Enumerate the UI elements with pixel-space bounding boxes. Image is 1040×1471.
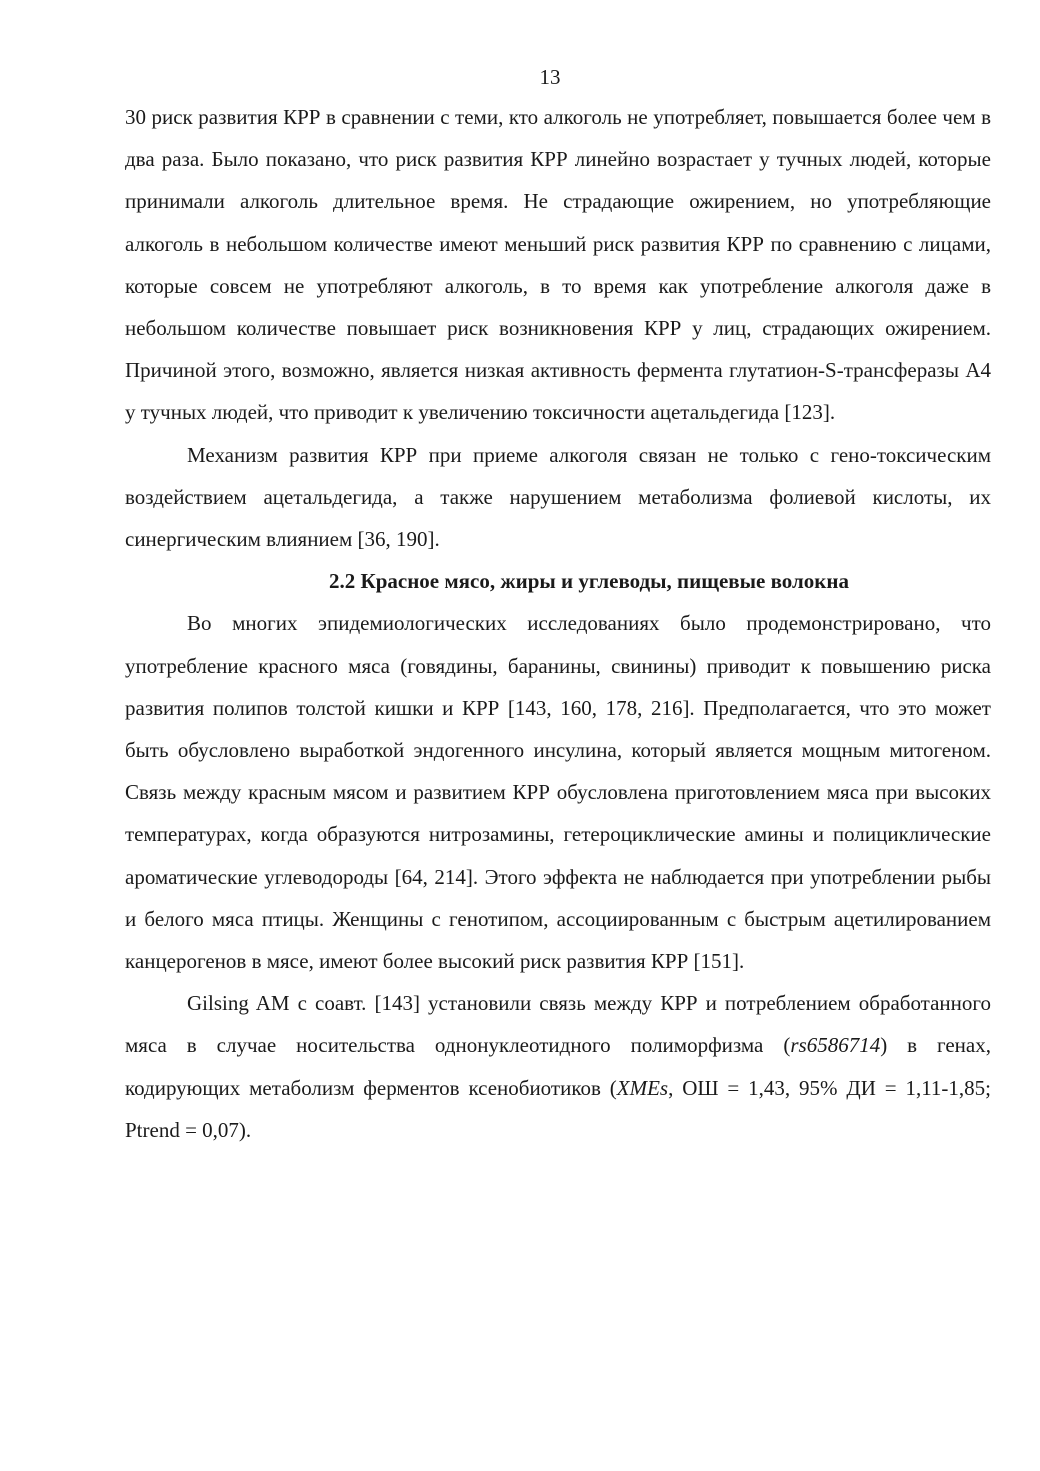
- paragraph-alcohol-obesity: 30 риск развития КРР в сравнении с теми, кто алкоголь не употребляет, повышается более чем в два раза. Было показано, что риск развития КРР линейно возрастает у тучных людей, которые принимали алкоголь длительное время. Не страдающие ожирением, но употребляющие алкоголь в небольшом количестве имеют меньший риск развития КРР по сравнению с лицами, которые совсем не употребляют алкоголь, в то время как употребление алкоголя даже в небольшом количестве повышает риск возникновения КРР у лиц, страдающих ожирением. Причиной этого, возможно, является низкая активность фермента глутатион-S-трансферазы А4 у тучных людей, что приводит к увеличению токсичности ацетальдегида [123].: [125, 105, 991, 425]
- paragraph-red-meat: Во многих эпидемиологических исследованиях было продемонстрировано, что употребление красного мяса (говядины, баранины, свинины) приводит к повышению риска развития полипов толстой кишки и КРР [143, 160, 178, 216]. Предполагается, что это может быть обусловлено выработкой эндогенного инсулина, который является мощным митогеном. Связь между красным мясом и развитием КРР обусловлена приготовлением мяса при высоких температурах, когда образуются нитрозамины, гетероциклические амины и полициклические ароматические углеводороды [64, 214]. Этого эффекта не наблюдается при употреблении рыбы и белого мяса птицы. Женщины с генотипом, ассоциированным с быстрым ацетилированием канцерогенов в мясе, имеют более высокий риск развития КРР [151].: [125, 611, 991, 974]
- paragraph-gilsing: [125, 982, 991, 1151]
- page-number: 13: [539, 65, 561, 89]
- document-body: [125, 96, 991, 1151]
- gilsing-text-part2: ) в генах, кодирующих метаболизм ферментов ксенобиотиков (: [125, 1033, 991, 1100]
- section-heading: 2.2 Красное мясо, жиры и углеводы, пищевые волокна: [328, 569, 850, 594]
- gilsing-text-part3: , ОШ = 1,43, 95% ДИ = 1,11-1,85; Ptrend = 0,07).: [125, 1075, 992, 1142]
- gilsing-text-part1: Gilsing AM с соавт. [143] установили связь между КРР и потреблением обработанного мяса в случае носительства однонуклеотидного полиморфизма (: [125, 991, 991, 1058]
- paragraph-alcohol-mechanism: Механизм развития КРР при приеме алкоголя связан не только с гено-токсическим воздействием ацетальдегида, а также нарушением метаболизма фолиевой кислоты, их синергическим влиянием [36, 190].: [125, 442, 991, 552]
- xme-genes-term: XMEs: [616, 1075, 669, 1100]
- snp-identifier: rs6586714: [790, 1033, 881, 1058]
